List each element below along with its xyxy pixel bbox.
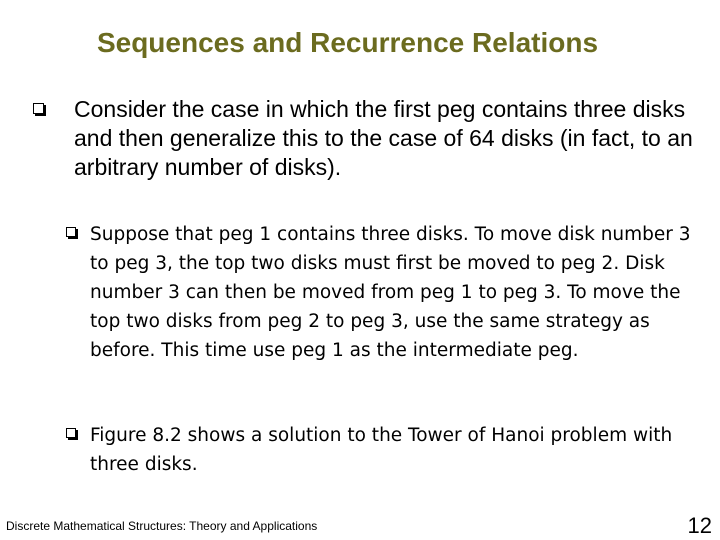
slide-title: Sequences and Recurrence Relations (96, 27, 599, 58)
bullet-text: Consider the case in which the first peg contains three disks and then generalize this to the case of 64 disks (in fact, to an arbitrary number of disks). (74, 96, 693, 180)
square-bullet-icon (66, 227, 76, 237)
footer-text: Discrete Mathematical Structures: Theory and Applications (6, 519, 318, 533)
page-number: 12 (687, 513, 712, 538)
square-bullet-icon (66, 428, 76, 438)
sub-bullet-text: Suppose that peg 1 contains three disks. To move disk number 3 to peg 3, the top two disks must first be moved to peg 2. Disk number 3 can then be moved from peg 1 to peg 3. To move the top two disks from peg 2 to peg 3, use the same strategy as before. This time use peg 1 as the intermediate peg. (90, 224, 691, 361)
square-bullet-icon (33, 103, 44, 114)
sub-bullet-text: Figure 8.2 shows a solution to the Tower of Hanoi problem with three disks. (90, 425, 673, 475)
